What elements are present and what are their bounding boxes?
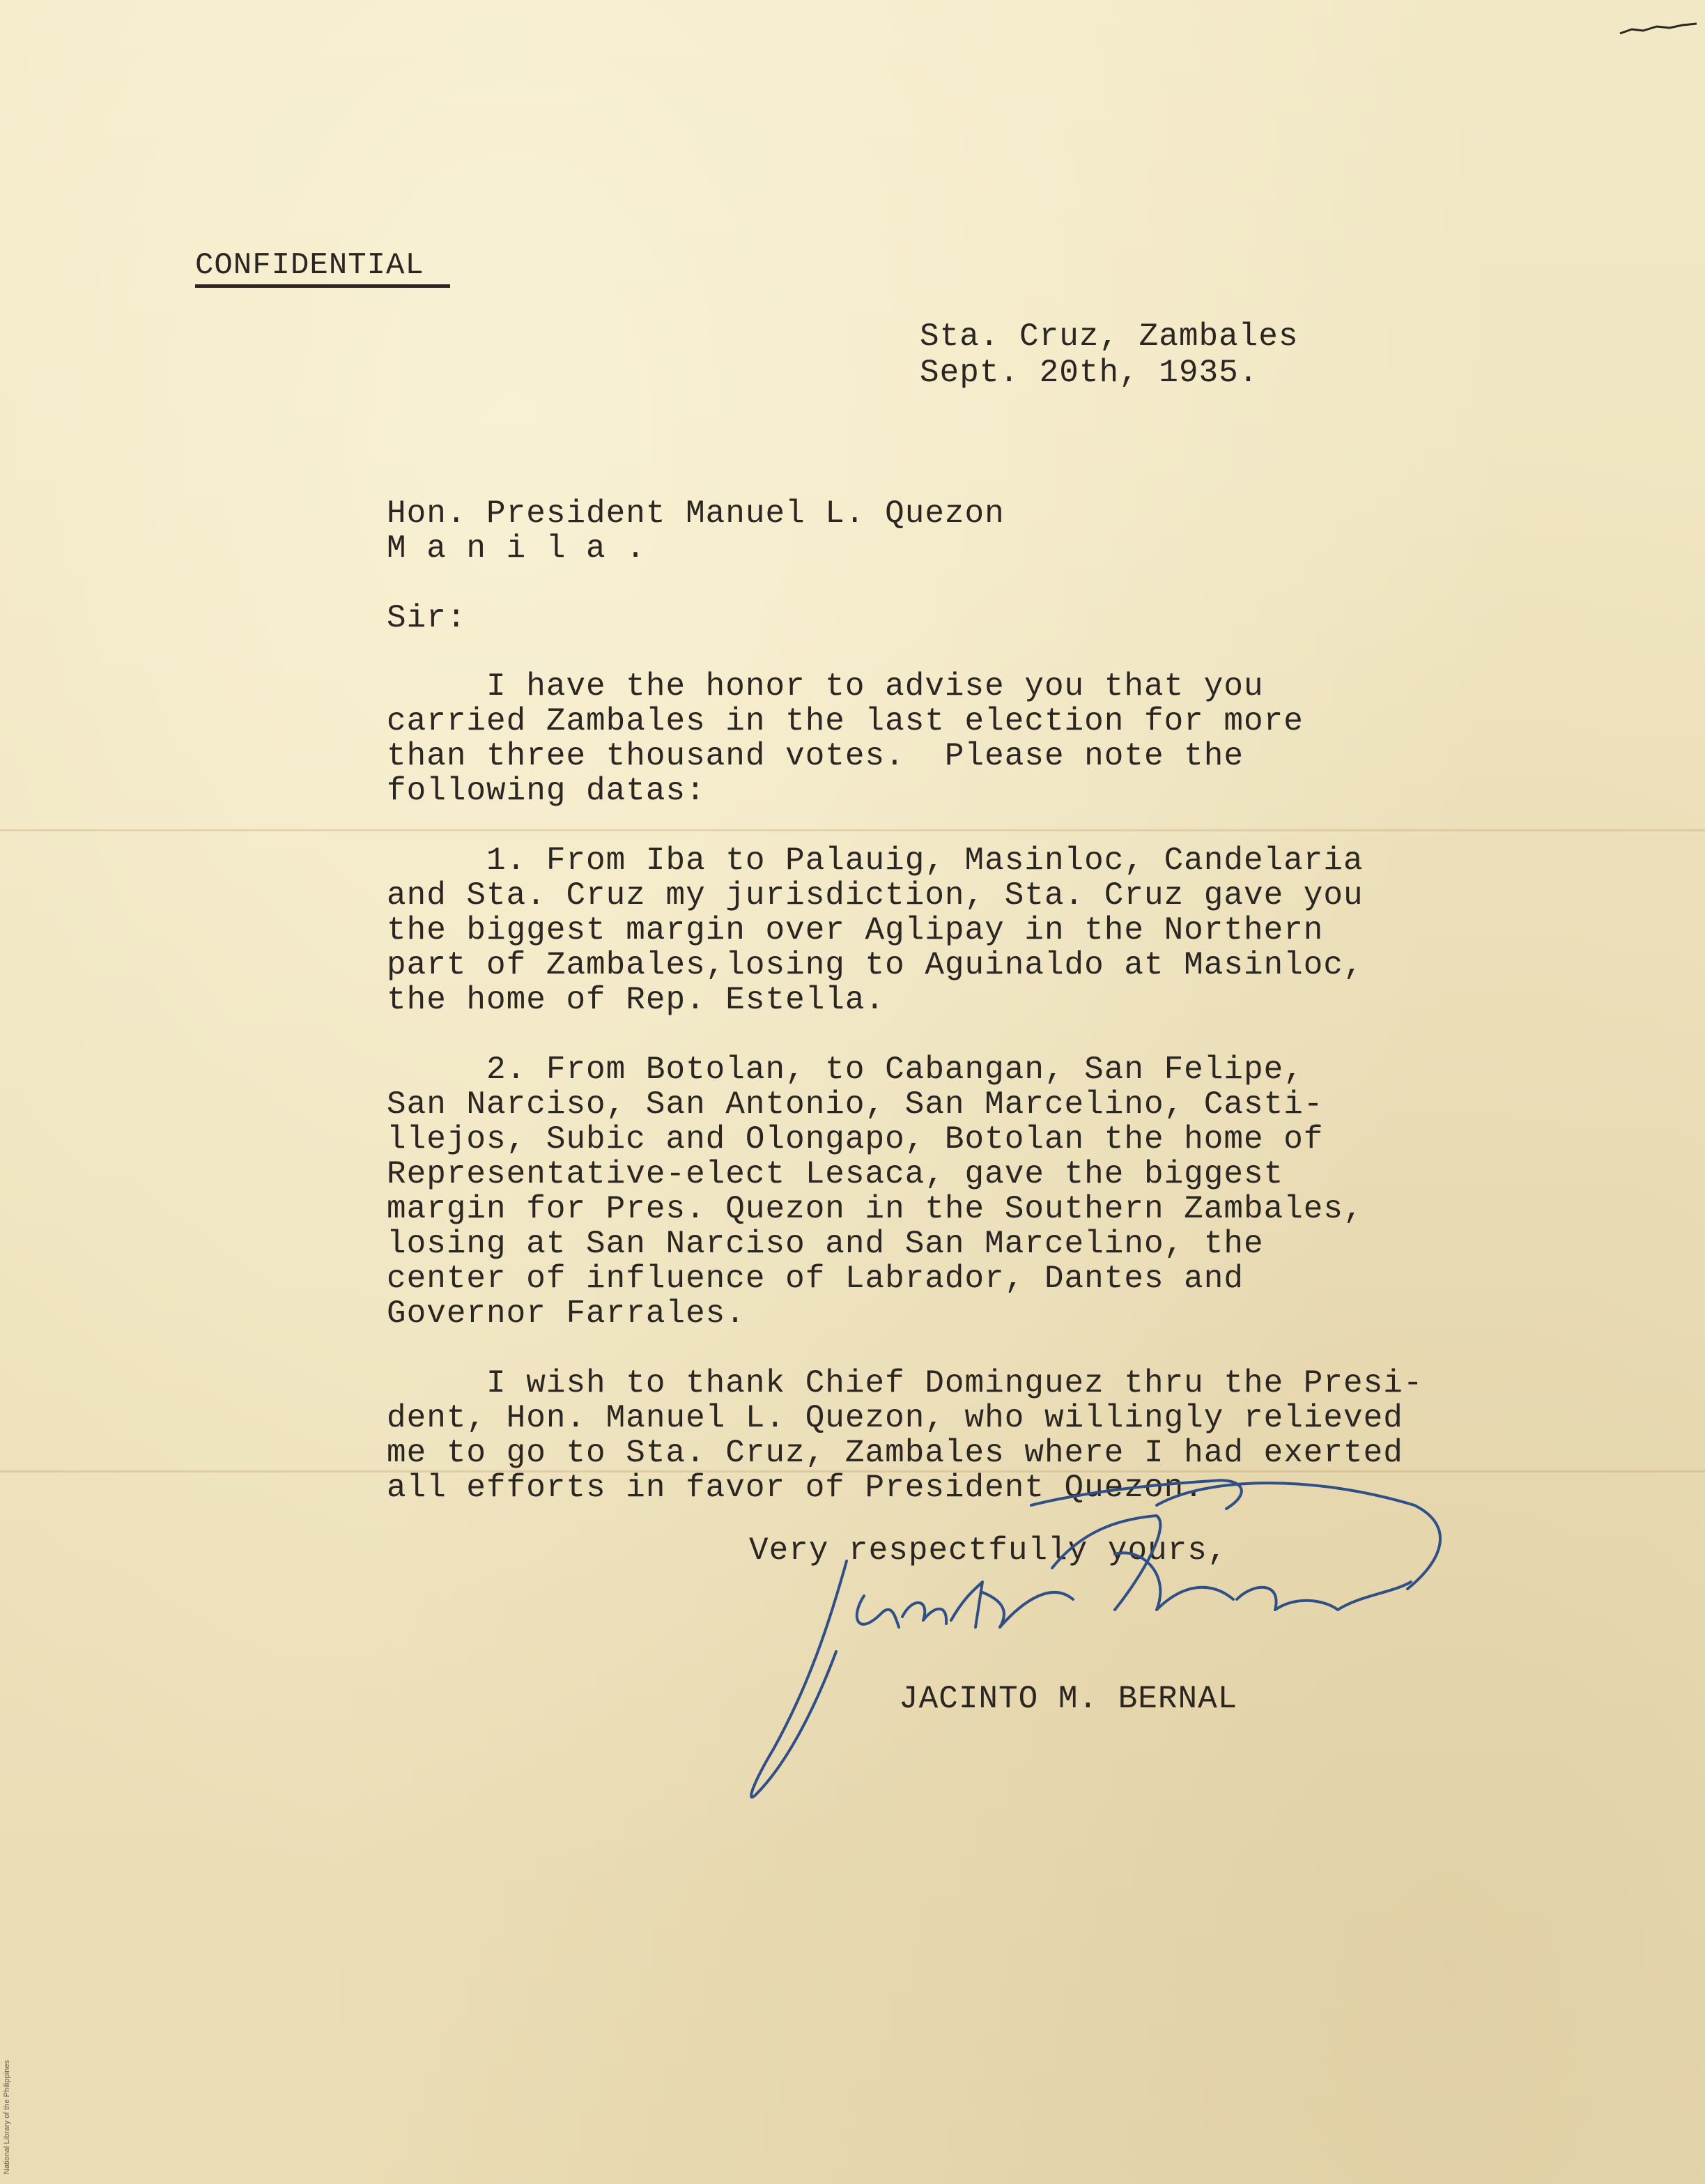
paragraph-line: Governor Farrales.	[387, 1295, 746, 1332]
paragraph-line: than three thousand votes. Please note the	[387, 738, 1244, 774]
paragraph-line: llejos, Subic and Olongapo, Botolan the home of	[387, 1121, 1324, 1158]
paragraph-line: center of influence of Labrador, Dantes and	[387, 1261, 1244, 1297]
paragraph-line: I wish to thank Chief Dominguez thru the Presi-	[387, 1365, 1424, 1401]
closing-line: Very respectfully yours,	[749, 1532, 1228, 1569]
paragraph-line: carried Zambales in the last election for more	[387, 703, 1304, 739]
paragraph-line: margin for Pres. Quezon in the Southern Zambales,	[387, 1191, 1364, 1227]
recipient-city: M a n i l a .	[387, 530, 646, 567]
signatory-name: JACINTO M. BERNAL	[899, 1681, 1238, 1717]
paragraph-line: the biggest margin over Aglipay in the Northern	[387, 912, 1324, 948]
paper-fold-line	[0, 829, 1705, 831]
paragraph-line: dent, Hon. Manuel L. Quezon, who willingly relieved	[387, 1400, 1403, 1436]
salutation: Sir:	[387, 600, 467, 636]
paragraph-line: and Sta. Cruz my jurisdiction, Sta. Cruz gave you	[387, 877, 1364, 914]
paragraph-line: San Narciso, San Antonio, San Marcelino, Casti-	[387, 1086, 1324, 1123]
paragraph-line: following datas:	[387, 773, 706, 809]
paragraph-line: losing at San Narciso and San Marcelino, the	[387, 1226, 1264, 1262]
place-line: Sta. Cruz, Zambales	[920, 318, 1299, 355]
confidential-heading: CONFIDENTIAL	[195, 248, 424, 283]
archive-credit: National Library of the Philippines	[3, 2060, 11, 2174]
recipient-name: Hon. President Manuel L. Quezon	[387, 495, 1005, 532]
paragraph-line: Representative-elect Lesaca, gave the biggest	[387, 1156, 1284, 1192]
paragraph-line: 1. From Iba to Palauig, Masinloc, Candelaria	[387, 843, 1364, 879]
signature-icon	[725, 1477, 1477, 1868]
paragraph-line: the home of Rep. Estella.	[387, 982, 886, 1018]
corner-mark-icon	[1617, 20, 1700, 39]
date-line: Sept. 20th, 1935.	[920, 355, 1259, 391]
paragraph-line: part of Zambales,losing to Aguinaldo at Masinloc,	[387, 947, 1364, 983]
paragraph-line: all efforts in favor of President Quezon.	[387, 1470, 1204, 1506]
paragraph-line: I have the honor to advise you that you	[387, 668, 1264, 705]
paragraph-line: 2. From Botolan, to Cabangan, San Felipe,	[387, 1052, 1304, 1088]
paragraph-line: me to go to Sta. Cruz, Zambales where I had exerted	[387, 1435, 1403, 1471]
confidential-underline	[195, 284, 450, 288]
